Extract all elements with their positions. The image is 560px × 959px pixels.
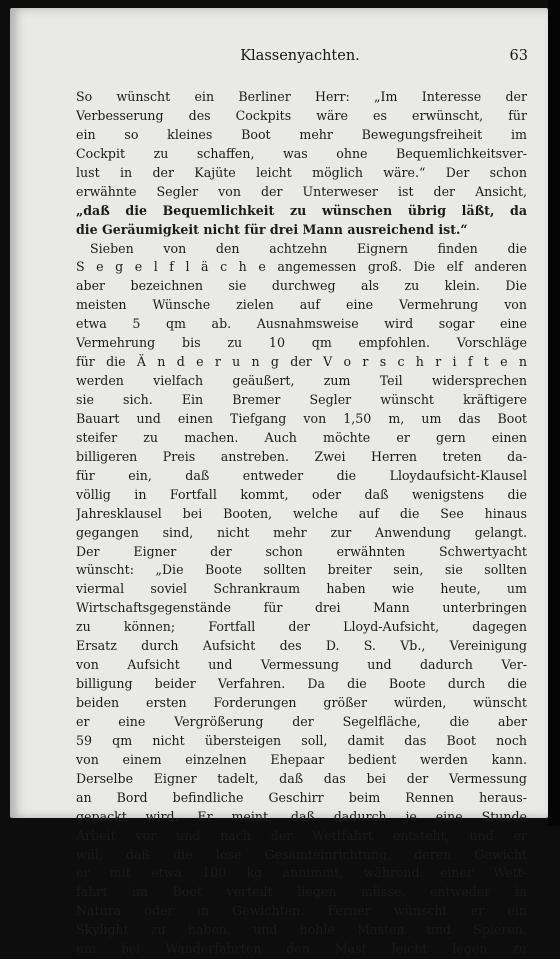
text-line: um bei Wanderfahrten den Mast leicht legen zu <box>76 941 527 957</box>
text-line: zu können; Fortfall der Lloyd-Aufsicht, dagegen <box>76 619 527 635</box>
text-line: meisten Wünsche zielen auf eine Vermehrung von <box>76 297 527 313</box>
text-line: Bauart und einen Tiefgang von 1,50 m, um das Boot <box>76 410 527 426</box>
text-line: steifer zu machen. Auch möchte er gern einen <box>76 429 527 445</box>
text-line: „daß die Bequemlichkeit zu wünschen übrig läßt, da <box>76 202 527 218</box>
text-line: Ersatz durch Aufsicht des D. S. Vb., Vereinigung <box>76 638 527 654</box>
text-line: billigung beider Verfahren. Da die Boote durch die <box>76 676 527 692</box>
text-line: die Geräumigkeit nicht für drei Mann ausreichend ist.“ <box>76 221 468 237</box>
text-line: Arbeit vor und nach der Wettfahrt entsteht, und er <box>76 827 527 843</box>
text-line: völlig in Fortfall kommt, oder daß wenigstens die <box>76 486 527 502</box>
text-line: gepackt wird. Er meint, daß dadurch je eine Stunde <box>76 808 527 824</box>
text-line: sie sich. Ein Bremer Segler wünscht kräftigere <box>76 392 527 407</box>
text-line: 59 qm nicht übersteigen soll, damit das Boot noch <box>76 732 527 748</box>
text-line: an Bord befindliche Geschirr beim Rennen heraus- <box>76 789 527 805</box>
text-line: er eine Vergrößerung der Segelfläche, die aber <box>76 713 527 729</box>
text-line: werden vielfach geäußert, zum Teil widersprechen <box>76 373 527 389</box>
text-line: Vermehrung bis zu 10 qm empfohlen. Vorschläge <box>76 335 527 351</box>
text-line: viermal soviel Schrankraum haben wie heute, um <box>76 581 527 597</box>
text-line: für die Ä n d e r u n g der V o r s c h r i f t e n <box>76 354 527 370</box>
text-line: aber bezeichnen sie durchweg als zu klein. Die <box>76 278 527 294</box>
text-line: lust in der Kajüte leicht möglich wäre.“ Der schon <box>76 164 527 180</box>
text-line: Der Eigner der schon erwähnten Schwertyacht <box>76 543 527 559</box>
text-line: Natura oder in Gewichten. Ferner wünscht er ein <box>76 903 527 919</box>
text-line: erwähnte Segler von der Unterweser ist der Ansicht, <box>76 183 527 199</box>
text-line: etwa 5 qm ab. Ausnahmsweise wird sogar eine <box>76 316 527 332</box>
text-line: für ein, daß entweder die Lloydaufsicht-Klausel <box>76 467 527 483</box>
text-line: von einem einzelnen Ehepaar bedient werden kann. <box>76 751 527 767</box>
text-line: Jahresklausel bei Booten, welche auf die See hinaus <box>76 505 527 521</box>
text-line: ein so kleines Boot mehr Bewegungsfreiheit im <box>76 126 527 142</box>
text-line: billigeren Preis anstreben. Zwei Herren treten da- <box>76 448 527 464</box>
text-line: beiden ersten Forderungen größer würden, wünscht <box>76 695 527 710</box>
text-line: gegangen sind, nicht mehr zur Anwendung gelangt. <box>76 524 527 540</box>
text-line: von Aufsicht und Vermessung und dadurch Ver- <box>76 657 527 673</box>
running-header <box>72 48 528 72</box>
text-line: Skylight zu haben, und hohle Masten und Spieren, <box>76 922 527 938</box>
text-line: wünscht: „Die Boote sollten breiter sein, sie sollten <box>76 562 527 578</box>
text-line: er mit etwa 100 kg annimmt, während einer Wett- <box>76 865 527 881</box>
text-line: S e g e l f l ä c h e angemessen groß. Die elf anderen <box>76 259 527 275</box>
scan-edge <box>548 0 560 826</box>
header-title: Klassenyachten. <box>240 48 360 64</box>
page-number: 63 <box>509 48 528 64</box>
text-line: So wünscht ein Berliner Herr: „Im Interesse der <box>76 89 527 104</box>
text-line: Wirtschaftsgegenstände für drei Mann unterbringen <box>76 600 527 616</box>
book-page <box>10 8 548 957</box>
text-line: Derselbe Eigner tadelt, daß das bei der Vermessung <box>76 770 527 786</box>
text-line: will, daß die lose Gesamteinrichtung, deren Gewicht <box>76 846 527 862</box>
text-line: Sieben von den achtzehn Eignern finden die <box>90 240 527 256</box>
text-line: Verbesserung des Cockpits wäre es erwünscht, für <box>76 107 527 123</box>
text-line: Cockpit zu schaffen, was ohne Bequemlichkeitsver- <box>76 145 527 161</box>
text-line: fahrt im Boot verteilt liegen müsse, entweder in <box>76 884 527 900</box>
body-text <box>76 88 527 959</box>
